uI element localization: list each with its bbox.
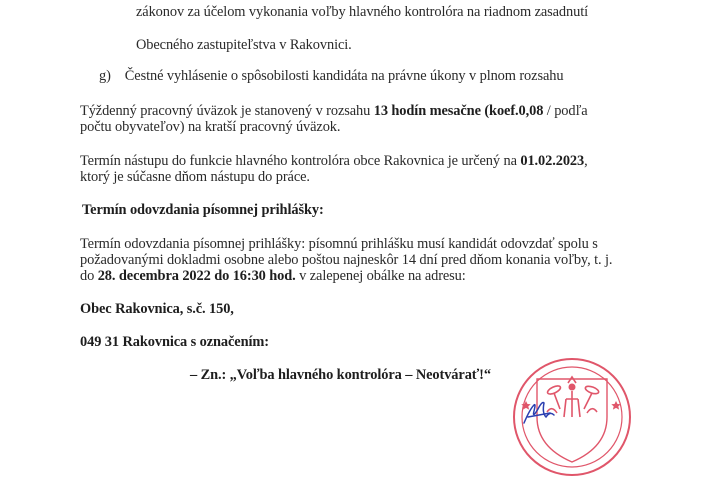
list-continuation-line-2: Obecného zastupiteľstva v Rakovnici. <box>136 37 352 53</box>
workload-text-end: / podľa <box>543 103 588 119</box>
start-date-punct: , <box>584 153 588 169</box>
deadline-line-1: Termín odovzdania písomnej prihlášky: písomnú prihlášku musí kandidát odovzdať spolu s <box>80 236 598 252</box>
deadline-text: do <box>80 268 98 284</box>
list-continuation-line-1: zákonov za účelom vykonania voľby hlavného kontrolóra na riadnom zasadnutí <box>136 4 589 20</box>
deadline-heading: Termín odovzdania písomnej prihlášky: <box>82 202 324 218</box>
workload-line-2: počtu obyvateľov) na kratší pracovný úväzok. <box>80 119 341 135</box>
start-date-line-2: ktorý je súčasne dňom nástupu do práce. <box>80 169 310 185</box>
start-date-line-1 <box>80 153 588 170</box>
address-line-2: 049 31 Rakovnica s označením: <box>80 334 269 350</box>
list-marker: g) <box>99 68 111 84</box>
address-line-1: Obec Rakovnica, s.č. 150, <box>80 301 234 317</box>
list-item-g <box>99 68 563 85</box>
deadline-line-3 <box>80 268 466 285</box>
deadline-text-end: v zalepenej obálke na adresu: <box>295 268 466 284</box>
workload-text: Týždenný pracovný úväzok je stanovený v rozsahu <box>80 103 374 119</box>
signature-icon <box>520 395 580 425</box>
start-date-text: Termín nástupu do funkcie hlavného kontrolóra obce Rakovnica je určený na <box>80 153 521 169</box>
workload-hours: 13 hodín mesačne (koef.0,08 <box>373 103 544 119</box>
deadline-line-2: požadovanými dokladmi osobne alebo poštou najneskôr 14 dní pred dňom konania voľby, t. j. <box>80 252 613 268</box>
deadline-date: 28. decembra 2022 do 16:30 hod. <box>97 268 296 284</box>
start-date-value: 01.02.2023 <box>520 153 585 169</box>
list-item-text: Čestné vyhlásenie o spôsobilosti kandidáta na právne úkony v plnom rozsahu <box>124 68 564 84</box>
envelope-marking: – Zn.: „Voľba hlavného kontrolóra – Neotvárať!“ <box>190 367 491 383</box>
workload-line-1 <box>80 103 588 120</box>
